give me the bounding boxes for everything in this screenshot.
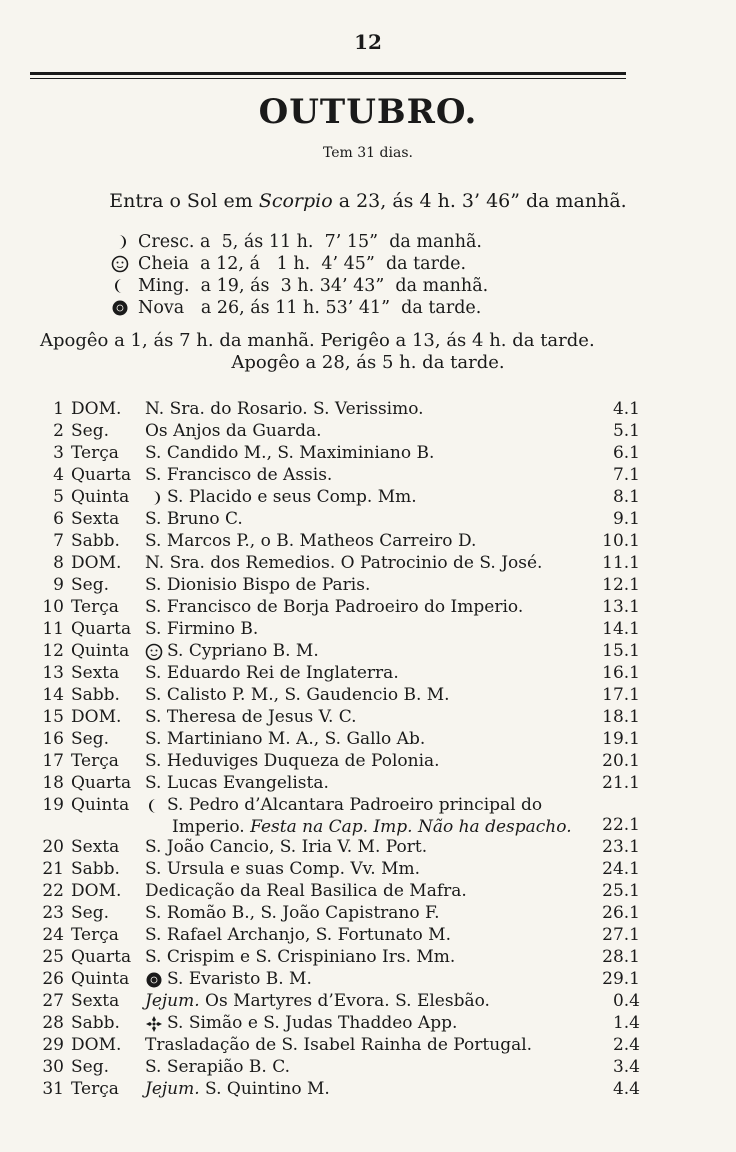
calendar-row [0,902,736,924]
header-rule-thin [30,78,626,79]
saint-text: S. Pedro d’Alcantara Padroeiro principal do [167,795,543,815]
saint-text: S. Dionisio Bispo de Paris. [145,575,371,595]
day-number: 28 [42,1013,64,1033]
weekday: Sabb. [71,531,120,551]
calendar-row [0,574,736,596]
zodiac-sign: Scorpio [258,190,333,212]
day-number: 2 [53,421,64,441]
saint-entry [145,464,595,486]
saint-text: S. Romão B., S. João Capistrano F. [145,903,440,923]
moon-age: 13.1 [602,597,640,617]
month-title: OUTUBRO. [258,92,478,132]
saint-entry [145,398,595,420]
saint-text: Os Anjos da Guarda. [145,421,322,441]
saint-text: S. Serapião B. C. [145,1057,291,1077]
weekday: Sexta [71,663,120,683]
day-number: 17 [42,751,64,771]
calendar-row [0,464,736,486]
calendar-row [0,398,736,420]
saint-entry [145,618,595,640]
saint-entry [145,968,595,990]
weekday: DOM. [71,707,122,727]
saint-entry [145,794,595,838]
moon-age: 17.1 [602,685,640,705]
day-number: 30 [42,1057,64,1077]
moon-age: 10.1 [602,531,640,551]
weekday: Quinta [71,795,130,815]
first-quarter-icon [145,489,163,507]
saint-text: Trasladação de S. Isabel Rainha de Portugal. [145,1035,533,1055]
full-moon-icon [145,643,163,661]
saint-entry [145,1056,595,1078]
saint-text: Dedicação da Real Basilica de Mafra. [145,881,467,901]
moon-age: 20.1 [602,751,640,771]
weekday: Terça [71,751,119,771]
day-number: 21 [42,859,64,879]
day-number: 25 [42,947,64,967]
weekday: Seg. [71,421,109,441]
weekday: Quinta [71,969,130,989]
moon-age: 4.1 [612,399,640,419]
phase-row [110,275,590,297]
day-number: 6 [53,509,64,529]
weekday: DOM. [71,1035,122,1055]
calendar-row [0,836,736,858]
calendar-row [0,990,736,1012]
weekday: Sexta [71,509,120,529]
moon-age: 23.1 [602,837,640,857]
saint-entry [145,924,595,946]
saint-text: S. Quintino M. [199,1079,330,1099]
saint-entry [145,772,595,794]
calendar-row [0,530,736,552]
calendar-row [0,442,736,464]
moon-age: 29.1 [602,969,640,989]
calendar-row [0,946,736,968]
weekday: Quinta [71,641,130,661]
weekday: Seg. [71,575,109,595]
moon-age: 25.1 [602,881,640,901]
saint-text: S. Evaristo B. M. [167,969,312,989]
moon-age: 2.4 [612,1035,640,1055]
calendar-row [0,640,736,662]
moon-age: 11.1 [602,553,640,573]
weekday: DOM. [71,399,122,419]
saint-entry [145,990,595,1012]
saint-text-continued [145,816,595,838]
day-number: 20 [42,837,64,857]
days-count: Tem 31 dias. [323,145,413,161]
saint-text: S. João Cancio, S. Iria V. M. Port. [145,837,428,857]
fast-note: Jejum. [145,991,200,1011]
day-number: 13 [42,663,64,683]
day-number: 14 [42,685,64,705]
calendar-row [0,596,736,618]
new-moon-icon [145,971,163,989]
saint-text: N. Sra. do Rosario. S. Verissimo. [145,399,424,419]
calendar-row [0,858,736,880]
moon-age: 18.1 [602,707,640,727]
saint-entry [145,552,595,574]
new-moon-icon [110,299,130,317]
moon-age: 27.1 [602,925,640,945]
weekday: Terça [71,443,119,463]
day-number: 27 [42,991,64,1011]
day-number: 7 [53,531,64,551]
moon-age: 19.1 [602,729,640,749]
saint-text: S. Heduviges Duqueza de Polonia. [145,751,440,771]
calendar-row [0,1034,736,1056]
saint-entry [145,728,595,750]
weekday: Quarta [71,465,132,485]
saint-entry [145,662,595,684]
apogee-line: Apogêo a 28, ás 5 h. da tarde. [231,352,505,373]
calendar-row [0,706,736,728]
moon-age: 9.1 [612,509,640,529]
weekday: Quarta [71,773,132,793]
weekday: Sabb. [71,1013,120,1033]
saint-text: S. Placido e seus Comp. Mm. [167,487,417,507]
calendar-row [0,794,736,836]
saint-entry [145,640,595,662]
calendar-row [0,924,736,946]
saint-text: S. Eduardo Rei de Inglaterra. [145,663,399,683]
saint-entry [145,530,595,552]
moon-age: 12.1 [602,575,640,595]
weekday: DOM. [71,553,122,573]
phase-row [110,231,590,253]
moon-age: 14.1 [602,619,640,639]
day-number: 24 [42,925,64,945]
calendar-row [0,618,736,640]
apogee-perigee-line: Apogêo a 1, ás 7 h. da manhã. Perigêo a 13, ás 4 h. da tarde. [40,330,595,351]
saint-text: Os Martyres d’Evora. S. Elesbão. [199,991,490,1011]
day-number: 10 [42,597,64,617]
day-number: 23 [42,903,64,923]
saint-entry [145,486,595,508]
saint-entry [145,684,595,706]
calendar-row [0,1056,736,1078]
fast-note: Jejum. [145,1079,200,1099]
day-number: 16 [42,729,64,749]
day-number: 18 [42,773,64,793]
weekday: DOM. [71,881,122,901]
last-quarter-icon [110,277,130,295]
day-number: 31 [42,1079,64,1099]
moon-age: 15.1 [602,641,640,661]
phase-row [110,253,590,275]
moon-age: 22.1 [602,815,640,835]
weekday: Seg. [71,729,109,749]
calendar-list [0,398,736,1100]
saint-entry [145,858,595,880]
moon-age: 5.1 [612,421,640,441]
saint-entry [145,1078,595,1100]
header-rule-thick [30,72,626,75]
calendar-row [0,662,736,684]
day-number: 5 [53,487,64,507]
saint-entry [145,902,595,924]
weekday: Terça [71,1079,119,1099]
moon-age: 1.4 [612,1013,640,1033]
saint-text: S. Rafael Archanjo, S. Fortunato M. [145,925,451,945]
moon-age: 26.1 [602,903,640,923]
full-moon-icon [110,255,130,273]
saint-text: S. Theresa de Jesus V. C. [145,707,357,727]
saint-text: S. Crispim e S. Crispiniano Irs. Mm. [145,947,456,967]
saint-entry [145,706,595,728]
calendar-row [0,1012,736,1034]
weekday: Quarta [71,619,132,639]
day-number: 9 [53,575,64,595]
moon-phases [110,231,590,319]
weekday: Sexta [71,837,120,857]
weekday: Seg. [71,1057,109,1077]
cross-icon [145,1015,163,1033]
calendar-row [0,508,736,530]
first-quarter-icon [110,233,130,251]
moon-age: 21.1 [602,773,640,793]
saint-text: S. Simão e S. Judas Thaddeo App. [167,1013,458,1033]
saint-entry [145,420,595,442]
saint-text: S. Francisco de Borja Padroeiro do Imperio. [145,597,524,617]
day-number: 26 [42,969,64,989]
weekday: Terça [71,925,119,945]
moon-age: 28.1 [602,947,640,967]
sun-entry-post: a 23, ás 4 h. 3’ 46” da manhã. [332,190,627,212]
calendar-row [0,1078,736,1100]
day-number: 1 [53,399,64,419]
moon-age: 6.1 [612,443,640,463]
phase-text: Nova a 26, ás 11 h. 53’ 41” da tarde. [138,298,482,318]
day-number: 22 [42,881,64,901]
calendar-row [0,728,736,750]
sun-entry [0,190,736,212]
weekday: Quarta [71,947,132,967]
last-quarter-icon [145,797,163,815]
saint-text: S. Marcos P., o B. Matheos Carreiro D. [145,531,477,551]
saint-entry [145,508,595,530]
day-number: 8 [53,553,64,573]
calendar-row [0,552,736,574]
page-number: 12 [354,30,382,54]
day-number: 15 [42,707,64,727]
weekday: Quinta [71,487,130,507]
saint-entry [145,836,595,858]
calendar-row [0,968,736,990]
saint-entry [145,596,595,618]
saint-text-line2: Imperio. [172,817,251,837]
day-number: 11 [42,619,64,639]
calendar-row [0,750,736,772]
saint-text: S. Ursula e suas Comp. Vv. Mm. [145,859,421,879]
moon-age: 0.4 [612,991,640,1011]
saint-entry [145,1012,595,1034]
calendar-row [0,684,736,706]
calendar-row [0,772,736,794]
phase-row [110,297,590,319]
moon-age: 8.1 [612,487,640,507]
day-number: 19 [42,795,64,815]
saint-text: S. Lucas Evangelista. [145,773,329,793]
day-number: 3 [53,443,64,463]
saint-entry [145,442,595,464]
saint-text: S. Bruno C. [145,509,243,529]
saint-text: S. Martiniano M. A., S. Gallo Ab. [145,729,426,749]
saint-text: S. Calisto P. M., S. Gaudencio B. M. [145,685,450,705]
weekday: Seg. [71,903,109,923]
sun-entry-pre: Entra o Sol em [109,190,259,212]
weekday: Terça [71,597,119,617]
moon-age: 3.4 [612,1057,640,1077]
saint-entry [145,574,595,596]
saint-entry [145,946,595,968]
calendar-row [0,420,736,442]
calendar-row [0,880,736,902]
saint-text: S. Candido M., S. Maximiniano B. [145,443,435,463]
saint-text: S. Firmino B. [145,619,259,639]
moon-age: 16.1 [602,663,640,683]
day-number: 12 [42,641,64,661]
weekday: Sabb. [71,685,120,705]
saint-entry [145,750,595,772]
feast-note: Festa na Cap. Imp. Não ha despacho. [250,817,572,837]
calendar-row [0,486,736,508]
phase-text: Cheia a 12, á 1 h. 4’ 45” da tarde. [138,254,467,274]
day-number: 29 [42,1035,64,1055]
moon-age: 4.4 [612,1079,640,1099]
phase-text: Cresc. a 5, ás 11 h. 7’ 15” da manhã. [138,232,482,252]
saint-text: S. Cypriano B. M. [167,641,319,661]
phase-text: Ming. a 19, ás 3 h. 34’ 43” da manhã. [138,276,489,296]
moon-age: 24.1 [602,859,640,879]
day-number: 4 [53,465,64,485]
saint-entry [145,1034,595,1056]
weekday: Sexta [71,991,120,1011]
weekday: Sabb. [71,859,120,879]
moon-age: 7.1 [612,465,640,485]
saint-text: S. Francisco de Assis. [145,465,333,485]
saint-text: N. Sra. dos Remedios. O Patrocinio de S. José. [145,553,543,573]
saint-entry [145,880,595,902]
